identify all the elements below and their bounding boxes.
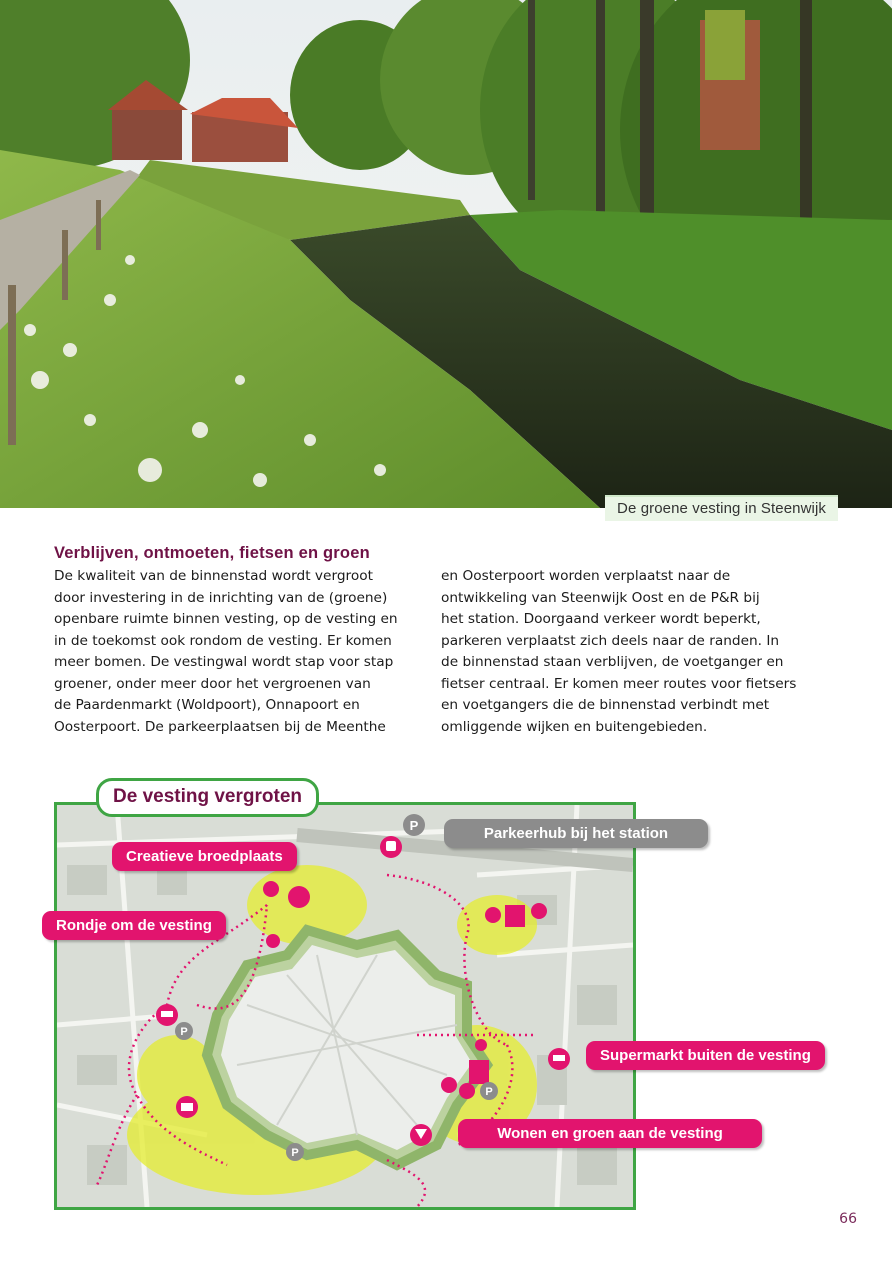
parking-icon: P bbox=[180, 1026, 188, 1038]
label-rondje-om-de-vesting: Rondje om de vesting bbox=[42, 911, 226, 940]
text-line: de Paardenmarkt (Woldpoort), Onnapoort en bbox=[54, 697, 360, 713]
text-line: De kwaliteit van de binnenstad wordt vergroot bbox=[54, 568, 373, 584]
section-heading: Verblijven, ontmoeten, fietsen en groen bbox=[54, 544, 370, 562]
parking-icon: P bbox=[291, 1147, 299, 1159]
text-line: Oosterpoort. De parkeerplaatsen bij de Meenthe bbox=[54, 718, 386, 735]
text-line: fietser centraal. Er komen meer routes voor fietsers bbox=[441, 675, 797, 692]
text-line: parkeren verplaatst zich deels naar de randen. In bbox=[441, 632, 780, 649]
text-line: de binnenstad staan verblijven, de voetganger en bbox=[441, 654, 784, 670]
text-column-left bbox=[54, 566, 424, 738]
canal-photo bbox=[0, 0, 892, 508]
text-line: omliggende wijken en buitengebieden. bbox=[441, 718, 708, 735]
text-line: door investering in de inrichting van de (groene) bbox=[54, 589, 388, 606]
text-line: groener, onder meer door het vergroenen van bbox=[54, 675, 371, 692]
label-parkeerhub: Parkeerhub bij het station bbox=[444, 819, 708, 848]
label-wonen-en-groen: Wonen en groen aan de vesting bbox=[458, 1119, 762, 1148]
parking-icon: P bbox=[485, 1086, 493, 1098]
label-supermarkt: Supermarkt buiten de vesting bbox=[586, 1041, 825, 1070]
map-title: De vesting vergroten bbox=[96, 778, 319, 817]
text-line: ontwikkeling van Steenwijk Oost en de P&R bij bbox=[441, 589, 760, 606]
parking-icon: P bbox=[409, 818, 419, 833]
text-column-right bbox=[441, 566, 841, 738]
text-line: in de toekomst ook rondom de vesting. Er komen bbox=[54, 632, 392, 649]
page-number: 66 bbox=[839, 1211, 857, 1227]
text-line: en voetgangers die de binnenstad verbindt met bbox=[441, 697, 770, 713]
text-line: openbare ruimte binnen vesting, op de vesting en bbox=[54, 611, 398, 627]
label-creatieve-broedplaats: Creatieve broedplaats bbox=[112, 842, 297, 871]
text-line: en Oosterpoort worden verplaatst naar de bbox=[441, 568, 731, 584]
photo-caption: De groene vesting in Steenwijk bbox=[605, 495, 838, 521]
text-line: meer bomen. De vestingwal wordt stap voor stap bbox=[54, 654, 394, 670]
text-line: het station. Doorgaand verkeer wordt beperkt, bbox=[441, 611, 761, 627]
